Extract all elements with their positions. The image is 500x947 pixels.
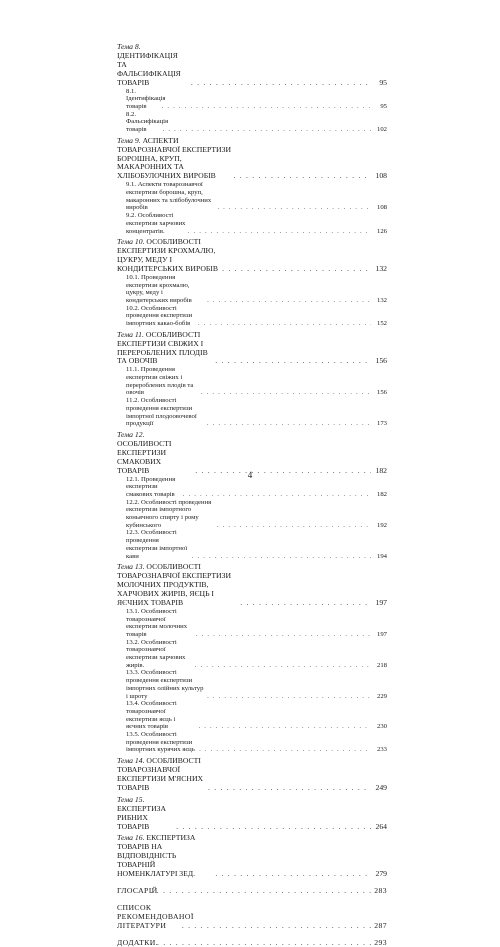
toc-page-number: 173 xyxy=(376,420,387,428)
toc-topic-label: Тема 11. xyxy=(117,329,144,339)
toc-page-number: 95 xyxy=(379,77,387,87)
toc-entry-title xyxy=(117,902,194,931)
dot-leader xyxy=(207,420,371,428)
toc-page-number: 126 xyxy=(376,227,387,235)
toc-entry-title xyxy=(117,757,206,793)
toc-entry-text: 12.1. Проведення експертизи смакових товарів xyxy=(126,475,176,498)
toc-entry-sub[interactable] xyxy=(117,608,387,639)
toc-entry-sub[interactable] xyxy=(117,274,387,305)
toc-entry-topic[interactable] xyxy=(117,796,387,832)
toc-entry-sub[interactable] xyxy=(117,731,387,754)
toc-entry-title xyxy=(126,87,166,111)
toc-entry-text: ДОДАТКИ. xyxy=(117,937,159,947)
toc-entry-text: ІДЕНТИФІКАЦІЯ ТА ФАЛЬСИФІКАЦІЯ ТОВАРІВ xyxy=(117,50,181,87)
toc-entry-title xyxy=(126,608,194,639)
toc-entry-title xyxy=(117,563,238,608)
dot-leader xyxy=(138,887,371,896)
page-number: 4 xyxy=(247,470,253,480)
toc-entry-main[interactable] xyxy=(117,939,387,947)
table-of-contents xyxy=(117,43,387,947)
toc-entry-sub[interactable] xyxy=(117,181,387,212)
toc-entry-text: 11.2. Особливості проведення експертизи імпортної плодоовочевої продукції xyxy=(126,397,197,428)
toc-entry-text: СПИСОК РЕКОМЕНДОВАНОЇ ЛІТЕРАТУРИ xyxy=(117,902,194,930)
toc-topic-label: Тема 8. xyxy=(117,42,141,51)
toc-entry-text: ОСОБЛИВОСТІ ЕКСПЕРТИЗИ СВІЖИХ І ПЕРЕРОБЛЕНИХ ПЛОДІВ ТА ОВОЧІВ xyxy=(117,329,208,366)
dot-leader xyxy=(199,746,371,754)
dot-leader xyxy=(217,522,371,530)
toc-entry-text: ГЛОСАРІЙ xyxy=(117,885,158,895)
dot-leader xyxy=(199,723,371,731)
toc-topic-label: Тема 10. xyxy=(117,237,145,247)
dot-leader xyxy=(163,126,371,134)
dot-leader xyxy=(192,553,371,561)
toc-page-number: 156 xyxy=(375,356,387,366)
dot-leader xyxy=(138,939,371,947)
dot-leader xyxy=(215,357,371,366)
toc-entry-topic[interactable] xyxy=(117,834,387,879)
toc-entry-title xyxy=(126,366,199,397)
toc-entry-sub[interactable] xyxy=(117,397,387,428)
toc-entry-text: ЕКСПЕРТИЗА РИБНИХ ТОВАРІВ xyxy=(117,803,167,831)
dot-leader xyxy=(207,693,371,701)
toc-entry-topic[interactable] xyxy=(117,137,387,182)
toc-entry-text: 12.2. Особливості проведення експертизи імпортного коньячного спирту і рому кубинського xyxy=(126,498,212,529)
toc-entry-title xyxy=(117,43,189,88)
toc-entry-sub[interactable] xyxy=(117,639,387,670)
dot-leader xyxy=(217,204,371,212)
dot-leader xyxy=(201,389,371,397)
toc-topic-label: Тема 13. xyxy=(117,562,145,572)
dot-leader xyxy=(182,922,371,931)
toc-entry-topic[interactable] xyxy=(117,431,387,476)
toc-page-number: 283 xyxy=(374,885,387,895)
toc-entry-sub[interactable] xyxy=(117,700,387,731)
toc-entry-text: ЕКСПЕРТИЗА ТОВАРІВ НА ВІДПОВІДНІСТЬ ТОВАРНІЙ НОМЕНКЛАТУРІ ЗЕД. xyxy=(117,833,196,879)
toc-page-number: 279 xyxy=(375,869,387,879)
dot-leader xyxy=(188,228,371,236)
toc-entry-text: 13.5. Особливості проведення експертизи імпортних курячих яєць xyxy=(126,731,195,754)
toc-entry-text: 12.3. Особливості проведення експертизи імпортної кави xyxy=(126,529,188,560)
toc-entry-topic[interactable] xyxy=(117,563,387,608)
dot-leader xyxy=(195,662,371,670)
dot-leader xyxy=(176,823,371,832)
toc-entry-title xyxy=(126,639,193,670)
toc-page-number: 108 xyxy=(376,204,387,212)
toc-entry-title xyxy=(126,731,197,754)
toc-entry-text: 8.1. Ідентифікація товарів xyxy=(126,87,166,110)
toc-entry-title xyxy=(126,305,196,328)
toc-entry-title xyxy=(126,181,215,212)
toc-page-number: 287 xyxy=(374,920,387,930)
dot-leader xyxy=(162,103,371,111)
dot-leader xyxy=(208,784,371,793)
toc-entry-text: 9.1. Аспекти товарознавчої експертизи борошна, круп, макаронних та хлібобулочних виробів xyxy=(126,181,212,212)
toc-entry-sub[interactable] xyxy=(117,305,387,328)
toc-entry-text: 10.2. Особливості проведення експертизи імпортних какао-бобів xyxy=(126,304,193,328)
toc-entry-title xyxy=(117,885,158,896)
toc-entry-text: ОСОБЛИВОСТІ ЕКСПЕРТИЗИ КРОХМАЛЮ, ЦУКРУ, МЕДУ І КОНДИТЕРСЬКИХ ВИРОБІВ xyxy=(117,237,218,273)
toc-page-number: 197 xyxy=(375,597,387,607)
toc-page-number: 197 xyxy=(376,630,387,638)
dot-leader xyxy=(196,631,371,639)
toc-page-number: 95 xyxy=(380,102,387,110)
toc-entry-main[interactable] xyxy=(117,904,387,931)
toc-page-number: 230 xyxy=(376,723,387,731)
toc-entry-title xyxy=(117,431,193,476)
toc-page-number: 156 xyxy=(376,389,387,397)
toc-entry-sub[interactable] xyxy=(117,499,387,530)
dot-leader xyxy=(215,870,371,879)
toc-entry-text: 13.4. Особливості товарознавчої експертизи яєць і яєчних товарів xyxy=(126,700,177,731)
toc-page-number: 233 xyxy=(376,746,387,754)
toc-entry-text: 11.1. Проведення експертизи свіжих і перероблених плодів та овочів xyxy=(126,366,194,397)
toc-page-number: 264 xyxy=(375,821,387,831)
toc-entry-text: ОСОБЛИВОСТІ ЕКСПЕРТИЗИ СМАКОВИХ ТОВАРІВ xyxy=(117,438,172,475)
toc-entry-text: 8.2. Фальсифікація товарів xyxy=(126,110,169,134)
toc-entry-title xyxy=(126,529,190,560)
toc-entry-title xyxy=(117,137,232,182)
toc-entry-title xyxy=(117,937,159,947)
toc-entry-sub[interactable] xyxy=(117,366,387,397)
toc-entry-text: 13.3. Особливості проведення експертизи імпортних олійних культур і шроту xyxy=(126,669,204,700)
toc-entry-title xyxy=(126,397,205,428)
toc-entry-topic[interactable] xyxy=(117,43,387,88)
toc-entry-title xyxy=(117,238,220,274)
toc-entry-topic[interactable] xyxy=(117,757,387,793)
toc-entry-sub[interactable] xyxy=(117,111,387,134)
toc-page-number: 293 xyxy=(374,937,387,947)
toc-page-number: 182 xyxy=(376,490,387,498)
toc-entry-title xyxy=(117,331,213,367)
toc-topic-label: Тема 16. xyxy=(117,833,145,843)
toc-topic-label: Тема 12. xyxy=(117,430,145,439)
toc-entry-sub[interactable] xyxy=(117,529,387,560)
dot-leader xyxy=(191,79,371,88)
toc-entry-text: 9.2. Особливості експертизи харчових концентратів. xyxy=(126,212,186,235)
toc-entry-title xyxy=(117,796,174,832)
toc-entry-main[interactable] xyxy=(117,887,387,896)
dot-leader xyxy=(207,297,371,305)
toc-entry-text: ОСОБЛИВОСТІ ТОВАРОЗНАВЧОЇ ЕКСПЕРТИЗИ МОЛОЧНИХ ПРОДУКТІВ, ХАРЧОВИХ ЖИРІВ, ЯЄЦЬ І ЯЄЧНИХ ТОВАРІВ xyxy=(117,562,232,607)
toc-page-number: 108 xyxy=(375,171,387,181)
toc-page-number: 132 xyxy=(375,263,387,273)
toc-entry-text: 10.1. Проведення експертизи крохмалю, цукру, меду і кондитерських виробів xyxy=(126,273,192,304)
toc-entry-text: АСПЕКТИ ТОВАРОЗНАВЧОЇ ЕКСПЕРТИЗИ БОРОШНА, КРУП, МАКАРОННИХ ТА ХЛІБОБУЛОЧНИХ ВИРОБІВ xyxy=(117,135,232,181)
toc-entry-sub[interactable] xyxy=(117,212,387,235)
toc-entry-text: 13.1. Особливості товарознавчої експертизи молочних товарів xyxy=(126,607,188,638)
toc-topic-label: Тема 14. xyxy=(117,756,145,766)
toc-entry-title xyxy=(126,499,215,530)
toc-entry-text: 13.2. Особливості товарознавчої експертизи харчових жирів. xyxy=(126,638,186,669)
toc-topic-label: Тема 9. xyxy=(117,135,141,145)
toc-entry-sub[interactable] xyxy=(117,88,387,111)
toc-page-number: 152 xyxy=(376,320,387,328)
toc-page-number: 192 xyxy=(376,521,387,529)
toc-entry-sub[interactable] xyxy=(117,669,387,700)
toc-entry-title xyxy=(126,212,186,235)
toc-entry-title xyxy=(126,700,197,731)
toc-page-number: 182 xyxy=(375,465,387,475)
toc-page-number: 249 xyxy=(375,782,387,792)
dot-leader xyxy=(240,599,371,608)
dot-leader xyxy=(234,172,371,181)
toc-entry-title xyxy=(126,274,205,305)
toc-entry-title xyxy=(126,110,169,134)
toc-page-number: 194 xyxy=(376,552,387,560)
toc-entry-text: ОСОБЛИВОСТІ ТОВАРОЗНАВЧОЇ ЕКСПЕРТИЗИ М'ЯСНИХ ТОВАРІВ xyxy=(117,756,204,792)
toc-page-number: 102 xyxy=(376,126,387,134)
toc-page-number: 132 xyxy=(376,296,387,304)
spacer xyxy=(117,896,387,904)
toc-entry-topic[interactable] xyxy=(117,238,387,274)
toc-entry-topic[interactable] xyxy=(117,331,387,367)
toc-page-number: 218 xyxy=(376,661,387,669)
dot-leader xyxy=(183,491,371,499)
dot-leader xyxy=(222,265,371,274)
toc-entry-title xyxy=(117,834,213,879)
toc-page-number: 229 xyxy=(376,692,387,700)
toc-topic-label: Тема 15. xyxy=(117,794,145,804)
dot-leader xyxy=(198,320,371,328)
toc-entry-title xyxy=(126,669,205,700)
